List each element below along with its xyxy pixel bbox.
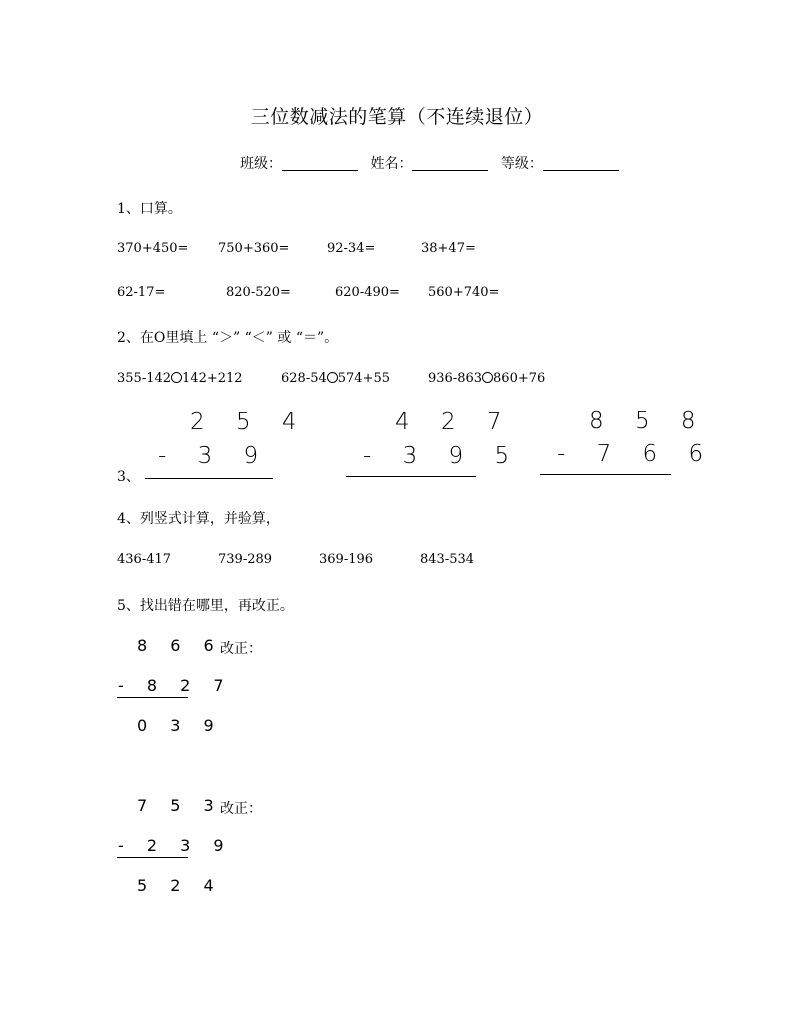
q3-p3-bottom: - 7 6 6: [557, 441, 716, 467]
q5-p1-top: 8 6 6: [137, 636, 223, 655]
q5-p2-bottom: - 2 3 9: [118, 836, 233, 855]
q4-heading: 4、列竖式计算，并验算，: [117, 511, 280, 527]
q3-p1-line: [145, 478, 273, 479]
q1-heading: 1、口算。: [117, 201, 182, 217]
q4-item-2: 739-289: [218, 552, 273, 567]
class-label: 班级：: [240, 156, 282, 172]
q5-p2-top: 7 5 3: [137, 796, 223, 815]
q2-item-1: 355-142 142+212: [117, 371, 243, 386]
q5-p2-result: 5 2 4: [137, 876, 223, 895]
compare-circle[interactable]: [482, 372, 493, 383]
grade-field[interactable]: [543, 156, 619, 171]
q4-item-4: 843-534: [420, 552, 475, 567]
grade-label: 等级：: [500, 156, 543, 172]
q5-heading: 5、找出错在哪里，再改正。: [117, 598, 294, 614]
q2-heading: 2、在O里填上 “＞” “＜” 或 “＝”。: [117, 330, 339, 346]
name-field[interactable]: [412, 156, 488, 171]
info-row: [240, 153, 627, 173]
q5-p2-fix-label: 改正：: [220, 801, 262, 817]
class-field[interactable]: [282, 156, 358, 171]
q3-p1-top: 2 5 4: [190, 409, 309, 435]
q3-p3-top: 8 5 8: [589, 408, 708, 434]
q1-r2-3: 620-490=: [335, 285, 400, 300]
q1-r1-3: 92-34=: [327, 241, 376, 256]
q5-p1-bottom: - 8 2 7: [118, 676, 233, 695]
q3-label: 3、: [117, 469, 140, 485]
q2-item-3: 936-863 860+76: [428, 371, 546, 386]
q5-p1-result: 0 3 9: [137, 716, 223, 735]
q2-item-2: 628-54 574+55: [281, 371, 390, 386]
q1-r2-2: 820-520=: [226, 285, 291, 300]
q4-item-3: 369-196: [319, 552, 374, 567]
q5-p1-fix-label: 改正：: [220, 641, 262, 657]
q3-p2-bottom: - 3 9 5: [363, 443, 522, 469]
q5-p2-line: [117, 857, 188, 858]
q1-r2-4: 560+740=: [428, 285, 500, 300]
q1-r1-4: 38+47=: [421, 241, 476, 256]
name-label: 姓名：: [370, 156, 413, 172]
q3-p2-line: [346, 476, 476, 477]
q1-r2-1: 62-17=: [117, 285, 166, 300]
q4-item-1: 436-417: [117, 552, 172, 567]
q5-p1-line: [117, 697, 188, 698]
q3-p2-top: 4 2 7: [395, 409, 514, 435]
q1-r1-1: 370+450=: [117, 241, 189, 256]
compare-circle[interactable]: [171, 372, 182, 383]
q3-p3-line: [540, 474, 671, 475]
q3-p1-bottom: - 3 9: [158, 443, 271, 469]
page-title: 三位数减法的笔算（不连续退位）: [250, 106, 544, 128]
compare-circle[interactable]: [327, 372, 338, 383]
q1-r1-2: 750+360=: [218, 241, 290, 256]
